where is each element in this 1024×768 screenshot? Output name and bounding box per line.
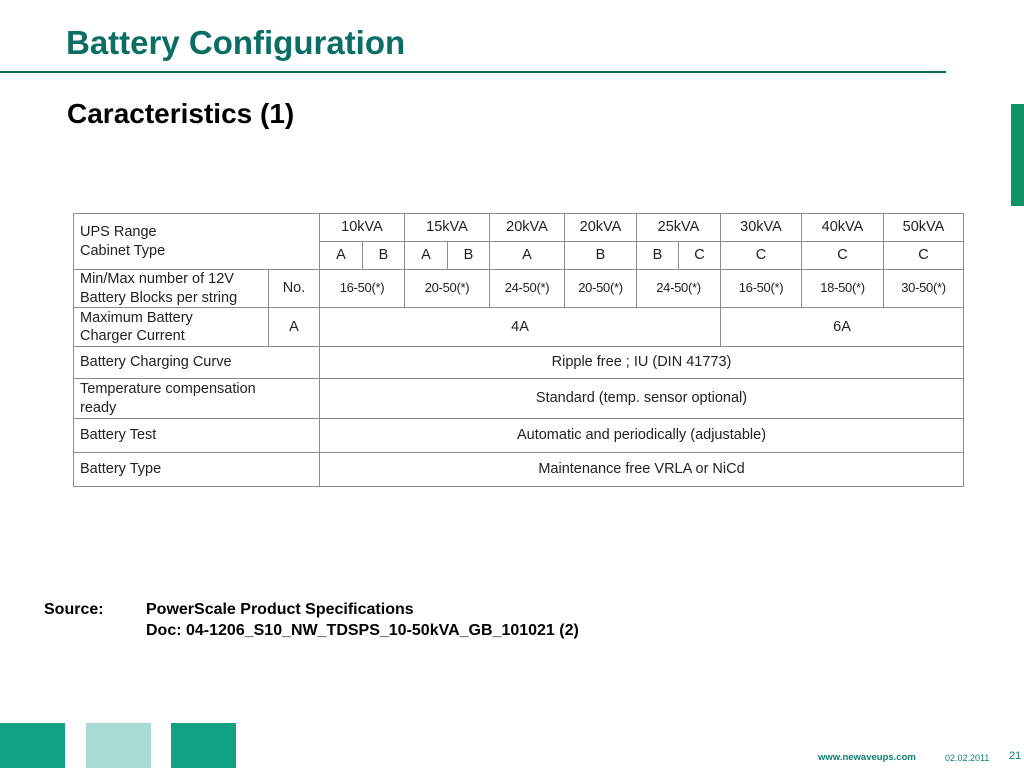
range-cell: 10kVA <box>320 214 405 242</box>
footer-square-2 <box>86 723 151 768</box>
source-line2: Doc: 04-1206_S10_NW_TDSPS_10-50kVA_GB_101021 (2) <box>146 622 579 639</box>
page-number: 21 <box>1009 750 1022 762</box>
cabinet-cell: B <box>448 242 490 270</box>
blocks-value-cell: 24-50(*) <box>490 270 565 308</box>
source-label: Source: <box>44 601 104 618</box>
charger-label-line2: Charger Current <box>80 328 185 344</box>
cabinet-cell: B <box>637 242 679 270</box>
type-value-cell: Maintenance free VRLA or NiCd <box>320 453 964 487</box>
temperature-value-cell: Standard (temp. sensor optional) <box>320 379 964 419</box>
slide-subtitle: Caracteristics (1) <box>67 98 295 129</box>
source-lines <box>146 599 579 641</box>
battery-spec-table <box>73 213 964 487</box>
charger-label-line1: Maximum Battery <box>80 309 193 326</box>
blocks-value-cell: 16-50(*) <box>320 270 405 308</box>
ups-range-label: UPS Range <box>80 224 157 241</box>
blocks-value-cell: 18-50(*) <box>802 270 884 308</box>
blocks-value-cell: 24-50(*) <box>637 270 721 308</box>
range-cell: 30kVA <box>721 214 802 242</box>
range-cell: 50kVA <box>884 214 964 242</box>
footer-website-link[interactable]: www.newaveups.com <box>818 752 916 763</box>
blocks-value-cell: 20-50(*) <box>565 270 637 308</box>
blocks-value-cell: 30-50(*) <box>884 270 964 308</box>
cabinet-cell: C <box>802 242 884 270</box>
range-cell: 20kVA <box>490 214 565 242</box>
blocks-label-cell <box>74 270 269 308</box>
ups-range-header-cell <box>74 214 320 270</box>
title-divider <box>0 71 946 73</box>
temperature-label-line2: ready <box>80 399 117 416</box>
cabinet-cell: C <box>679 242 721 270</box>
curve-label-cell: Battery Charging Curve <box>74 347 320 379</box>
cabinet-cell: C <box>721 242 802 270</box>
blocks-unit-cell: No. <box>269 270 320 308</box>
footer-date: 02.02.2011 <box>945 753 990 763</box>
blocks-label-line2: Battery Blocks per string <box>80 289 238 306</box>
cabinet-cell: B <box>363 242 405 270</box>
range-cell: 40kVA <box>802 214 884 242</box>
cabinet-cell: B <box>565 242 637 270</box>
cabinet-cell: A <box>405 242 448 270</box>
blocks-value-cell: 16-50(*) <box>721 270 802 308</box>
side-accent-tab <box>1011 104 1024 206</box>
charger-value-low: 4A <box>320 308 721 347</box>
range-cell: 15kVA <box>405 214 490 242</box>
blocks-value-cell: 20-50(*) <box>405 270 490 308</box>
temperature-label-cell <box>74 379 320 419</box>
type-label-cell: Battery Type <box>74 453 320 487</box>
cabinet-cell: C <box>884 242 964 270</box>
test-label-cell: Battery Test <box>74 419 320 453</box>
temperature-label-line1: Temperature compensation <box>80 381 256 398</box>
cabinet-cell: A <box>490 242 565 270</box>
slide-title: Battery Configuration <box>66 24 406 61</box>
charger-label-cell <box>74 308 269 347</box>
range-cell: 25kVA <box>637 214 721 242</box>
footer-square-3 <box>171 723 236 768</box>
footer-square-1 <box>0 723 65 768</box>
curve-value-cell: Ripple free ; IU (DIN 41773) <box>320 347 964 379</box>
test-value-cell: Automatic and periodically (adjustable) <box>320 419 964 453</box>
range-cell: 20kVA <box>565 214 637 242</box>
cabinet-type-label: Cabinet Type <box>80 242 166 259</box>
cabinet-cell: A <box>320 242 363 270</box>
charger-value-high: 6A <box>721 308 964 347</box>
charger-unit-cell: A <box>269 308 320 347</box>
source-line1: PowerScale Product Specifications <box>146 601 414 618</box>
blocks-label-line1: Min/Max number of 12V <box>80 271 234 288</box>
